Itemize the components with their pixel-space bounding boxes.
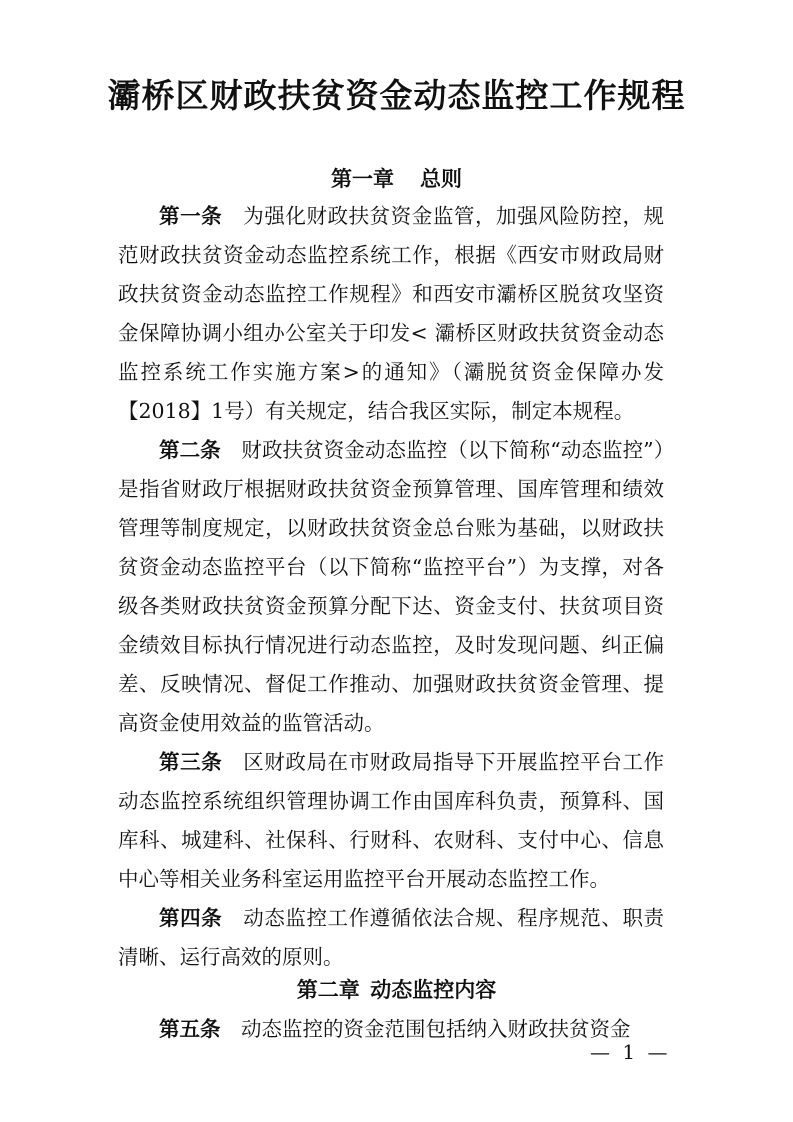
- article-3: [118, 743, 664, 899]
- chapter-1-name: 总则: [420, 166, 462, 191]
- chapter-2-number: 第二章: [296, 977, 360, 1002]
- article-3-label: 第三条: [159, 750, 223, 774]
- page-number: — 1 —: [590, 1040, 671, 1064]
- chapter-2-heading: [0, 970, 793, 1010]
- chapter-2-name: 动态监控内容: [370, 977, 497, 1002]
- article-4-text: 动态监控工作遵循依法合规、程序规范、职责清晰、运行高效的原则。: [118, 906, 665, 969]
- article-2-text: 财政扶贫资金动态监控（以下简称“动态监控”）是指省财政厅根据财政扶贫资金预算管理、国库管理和绩效管理等制度规定，以财政扶贫资金总台账为基础，以财政扶贫资金动态监控平台（以下简称“监控平台”）为支撑，对各级各类财政扶贫资金预算分配下达、资金支付、扶贫项目资金绩效目标执行情况进行动态监控，及时发现问题、纠正偏差、反映情况、督促工作推动、加强财政扶贫资金管理、提高资金使用效益的监管活动。: [118, 438, 664, 735]
- article-2: [118, 431, 664, 743]
- article-1-text: 为强化财政扶贫资金监管，加强风险防控，规范财政扶贫资金动态监控系统工作，根据《西安市财政局财政扶贫资金动态监控工作规程》和西安市灞桥区脱贫攻坚资金保障协调小组办公室关于印发< 灞桥区财政扶贫资金动态监控系统工作实施方案>的通知》（灞脱贫资金保障办发【2018】1号）有关规定，结合我区实际，制定本规程。: [118, 204, 665, 423]
- article-3-text: 区财政局在市财政局指导下开展监控平台工作动态监控系统组织管理协调工作由国库科负责，预算科、国库科、城建科、社保科、行财科、农财科、支付中心、信息中心等相关业务科室运用监控平台开展动态监控工作。: [118, 750, 665, 891]
- chapter-1-heading: [0, 159, 793, 199]
- chapter-1-number: 第一章: [331, 166, 394, 191]
- article-1: [118, 197, 664, 431]
- article-4: [118, 899, 664, 977]
- article-2-label: 第二条: [159, 438, 221, 462]
- article-5-label: 第五条: [159, 1017, 221, 1041]
- article-5: [118, 1010, 664, 1049]
- article-4-label: 第四条: [159, 906, 223, 930]
- article-1-label: 第一条: [159, 204, 223, 228]
- document-title: 灞桥区财政扶贫资金动态监控工作规程: [107, 76, 686, 115]
- article-5-text: 动态监控的资金范围包括纳入财政扶贫资金: [241, 1017, 631, 1041]
